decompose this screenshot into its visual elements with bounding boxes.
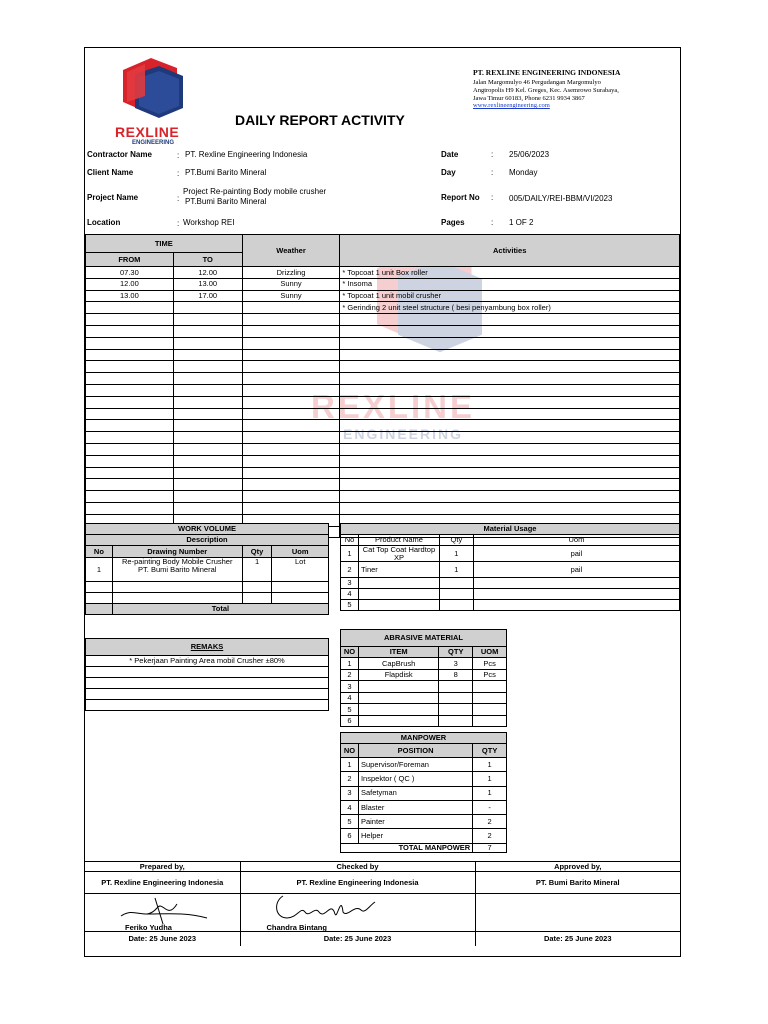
weather-cell: Sunny [242, 278, 340, 290]
mat-no-cell: 2 [341, 562, 359, 578]
table-cell [340, 408, 680, 420]
from-cell: 07.30 [86, 267, 174, 279]
mp-position-cell: Blaster [358, 800, 472, 814]
company-address-3: Jawa Timur 60183, Phone 6231 9934 3867 [473, 94, 585, 102]
activity-cell: * Insoma [340, 278, 680, 290]
table-cell [86, 432, 174, 444]
mp-qty-cell: 1 [473, 786, 507, 800]
prepared-signature-icon [115, 894, 215, 926]
project-label: Project Name [87, 193, 139, 202]
client-colon: : [177, 169, 180, 178]
table-cell [86, 325, 174, 337]
ab-qty-cell [439, 681, 473, 693]
table-cell [340, 443, 680, 455]
table-row [341, 786, 507, 800]
table-cell [272, 582, 329, 593]
table-cell [173, 443, 242, 455]
ab-item-cell [358, 715, 438, 727]
table-cell [242, 384, 340, 396]
pages-label: Pages [441, 218, 465, 227]
watermark-sub: ENGINEERING [343, 426, 464, 442]
table-cell [242, 479, 340, 491]
logo-name: REXLINE [115, 124, 180, 140]
time-header: TIME [86, 235, 243, 253]
mat-uom-cell [473, 578, 679, 589]
table-cell [86, 467, 174, 479]
mp-position-header: POSITION [358, 744, 472, 758]
table-row [341, 772, 507, 786]
wv-total-spacer [86, 604, 113, 615]
wv-drawing-header: Drawing Number [112, 546, 242, 558]
mat-qty-cell [439, 600, 473, 611]
table-cell [242, 420, 340, 432]
project-colon: : [177, 194, 180, 203]
mat-qty-cell [439, 578, 473, 589]
abrasive-title: ABRASIVE MATERIAL [341, 630, 507, 647]
prepared-name: Feriko Yudha [125, 922, 172, 932]
company-address-2: Angtropolis H9 Kel. Greges, Kec. Asemrowo Surabaya, [473, 86, 619, 94]
ab-qty-cell: 8 [439, 669, 473, 681]
mat-product-header: Product Name [358, 535, 439, 546]
table-cell [242, 455, 340, 467]
activity-table [85, 234, 680, 538]
manpower-table [340, 732, 507, 853]
table-cell [242, 325, 340, 337]
mat-uom-cell: pail [473, 562, 679, 578]
table-cell [173, 491, 242, 503]
table-row [86, 420, 680, 432]
table-cell [340, 491, 680, 503]
table-cell [242, 349, 340, 361]
table-cell [112, 582, 242, 593]
table-cell [173, 396, 242, 408]
table-cell [86, 337, 174, 349]
mp-no-cell: 5 [341, 815, 359, 829]
report-no-label: Report No [441, 193, 480, 202]
table-row [341, 758, 507, 772]
checked-name: Chandra Bintang [266, 922, 327, 932]
wv-total-label: Total [112, 604, 328, 615]
to-header: TO [173, 253, 242, 267]
ab-no-cell: 6 [341, 715, 359, 727]
table-row [341, 704, 507, 716]
company-header [473, 68, 678, 109]
ab-uom-cell: Pcs [473, 658, 507, 670]
ab-item-cell: Flapdisk [358, 669, 438, 681]
mp-no-header: NO [341, 744, 359, 758]
ab-item-header: ITEM [358, 647, 438, 658]
table-cell [242, 408, 340, 420]
table-cell [242, 467, 340, 479]
mp-no-cell: 4 [341, 800, 359, 814]
day-label: Day [441, 168, 456, 177]
ab-qty-cell [439, 715, 473, 727]
date-value: 25/06/2023 [509, 150, 550, 159]
table-row [341, 546, 680, 562]
weather-cell [242, 302, 340, 314]
location-label: Location [87, 218, 121, 227]
company-name: PT. REXLINE ENGINEERING INDONESIA [473, 68, 621, 77]
company-address-1: Jalan Margomulyo 46 Pergudangan Margomulyo [473, 79, 601, 86]
wv-uom-header: Uom [272, 546, 329, 558]
mp-qty-cell: - [473, 800, 507, 814]
contractor-colon: : [177, 151, 180, 160]
report-no-colon: : [491, 193, 494, 202]
work-volume-table [85, 523, 329, 615]
from-cell [86, 302, 174, 314]
mp-total-value: 7 [473, 843, 507, 852]
checked-company: PT. Rexline Engineering Indonesia [240, 872, 475, 894]
wv-drawing-cell [112, 558, 242, 582]
from-cell: 13.00 [86, 290, 174, 302]
checked-signature-cell [240, 894, 475, 932]
pages-value: 1 OF 2 [509, 218, 534, 227]
from-header: FROM [86, 253, 174, 267]
mat-qty-cell: 1 [439, 546, 473, 562]
client-label: Client Name [87, 168, 134, 177]
weather-cell: Sunny [242, 290, 340, 302]
table-cell [86, 314, 174, 326]
day-value: Monday [509, 168, 538, 177]
mp-position-cell: Safetyman [358, 786, 472, 800]
wv-drawing-line-1: Re-painting Body Mobile Crusher [121, 557, 233, 566]
table-cell [112, 593, 242, 604]
table-cell [86, 667, 329, 678]
table-row [86, 325, 680, 337]
table-cell [173, 349, 242, 361]
ab-no-cell: 1 [341, 658, 359, 670]
table-row [86, 302, 680, 314]
table-cell [86, 502, 174, 514]
table-row [86, 349, 680, 361]
activity-cell: * Gerinding 2 unit steel structure ( besi penyambung box roller) [340, 302, 680, 314]
approved-date: Date: 25 June 2023 [475, 932, 680, 946]
pages-colon: : [491, 218, 494, 227]
table-cell [242, 432, 340, 444]
day-colon: : [491, 168, 494, 177]
table-cell [340, 455, 680, 467]
table-cell [242, 314, 340, 326]
table-row [86, 373, 680, 385]
mat-qty-cell [439, 589, 473, 600]
ab-no-cell: 2 [341, 669, 359, 681]
table-cell [173, 467, 242, 479]
mp-qty-cell: 1 [473, 758, 507, 772]
table-cell [242, 593, 272, 604]
wv-no-cell: 1 [86, 558, 113, 582]
table-cell [340, 432, 680, 444]
table-row [86, 361, 680, 373]
table-row [86, 467, 680, 479]
table-row [86, 455, 680, 467]
client-value: PT.Bumi Barito Mineral [185, 168, 267, 177]
prepared-by-label: Prepared by, [85, 862, 240, 872]
checked-by-label: Checked by [240, 862, 475, 872]
table-cell [173, 325, 242, 337]
table-row [341, 589, 680, 600]
table-cell [242, 337, 340, 349]
table-row [341, 815, 507, 829]
prepared-date: Date: 25 June 2023 [85, 932, 240, 946]
table-cell [86, 582, 113, 593]
mat-no-cell: 5 [341, 600, 359, 611]
mat-no-cell: 1 [341, 546, 359, 562]
table-cell [173, 432, 242, 444]
table-row [341, 681, 507, 693]
project-value-1: Project Re-painting Body mobile crusher [183, 187, 327, 196]
table-row [86, 432, 680, 444]
table-row [86, 384, 680, 396]
mat-product-cell [358, 546, 439, 562]
ab-uom-cell [473, 715, 507, 727]
table-cell [242, 582, 272, 593]
abrasive-material-table [340, 629, 507, 727]
mp-qty-cell: 2 [473, 815, 507, 829]
table-cell [86, 373, 174, 385]
prepared-company: PT. Rexline Engineering Indonesia [85, 872, 240, 894]
table-cell [86, 384, 174, 396]
table-row [86, 408, 680, 420]
remarks-text: * Pekerjaan Painting Area mobil Crusher ±80% [86, 656, 329, 667]
wv-no-header: No [86, 546, 113, 558]
table-row [86, 491, 680, 503]
mp-no-cell: 2 [341, 772, 359, 786]
to-cell: 13.00 [173, 278, 242, 290]
mat-product-cell [358, 600, 439, 611]
ab-item-cell [358, 704, 438, 716]
table-row [86, 502, 680, 514]
from-cell: 12.00 [86, 278, 174, 290]
table-cell [242, 396, 340, 408]
activity-cell: * Topcoat 1 unit Box roller [340, 267, 680, 279]
mp-total-label: TOTAL MANPOWER [341, 843, 473, 852]
mp-position-cell: Helper [358, 829, 472, 843]
mat-product-cell [358, 589, 439, 600]
table-cell [340, 467, 680, 479]
mat-uom-header: Uom [473, 535, 679, 546]
table-row [86, 337, 680, 349]
table-cell [340, 373, 680, 385]
work-volume-title: WORK VOLUME [86, 524, 329, 535]
company-website[interactable]: www.rexlineengineering.com [473, 102, 550, 110]
table-cell [173, 337, 242, 349]
table-row [86, 443, 680, 455]
table-cell [340, 337, 680, 349]
to-cell [173, 302, 242, 314]
table-cell [242, 443, 340, 455]
mat-product-line: XP [393, 552, 404, 562]
table-row [86, 479, 680, 491]
table-cell [173, 455, 242, 467]
table-cell [173, 361, 242, 373]
to-cell: 17.00 [173, 290, 242, 302]
report-title: DAILY REPORT ACTIVITY [235, 112, 405, 128]
table-cell [86, 700, 329, 711]
ab-no-cell: 5 [341, 704, 359, 716]
contractor-value: PT. Rexline Engineering Indonesia [185, 150, 308, 159]
activities-header: Activities [340, 235, 680, 267]
table-cell [86, 593, 113, 604]
table-cell [340, 349, 680, 361]
logo-sub: ENGINEERING [132, 140, 175, 146]
approved-by-label: Approved by, [475, 862, 680, 872]
mat-no-header: No [341, 535, 359, 546]
table-cell [242, 373, 340, 385]
ab-qty-header: QTY [439, 647, 473, 658]
weather-header: Weather [242, 235, 340, 267]
table-row [341, 658, 507, 670]
ab-uom-cell [473, 681, 507, 693]
mat-product-cell [358, 578, 439, 589]
ab-item-cell [358, 681, 438, 693]
contractor-label: Contractor Name [87, 150, 152, 159]
mat-qty-cell: 1 [439, 562, 473, 578]
table-cell [86, 361, 174, 373]
table-row [341, 843, 507, 852]
table-cell [173, 373, 242, 385]
table-cell [173, 384, 242, 396]
table-cell [86, 689, 329, 700]
date-colon: : [491, 150, 494, 159]
wv-qty-header: Qty [242, 546, 272, 558]
table-row [341, 578, 680, 589]
table-row [341, 800, 507, 814]
mat-no-cell: 3 [341, 578, 359, 589]
material-title: Material Usage [341, 524, 680, 535]
signature-table [85, 861, 680, 946]
remarks-table [85, 638, 329, 711]
ab-uom-cell [473, 692, 507, 704]
table-cell [340, 325, 680, 337]
table-cell [86, 349, 174, 361]
table-cell [86, 491, 174, 503]
table-cell [173, 420, 242, 432]
table-cell [242, 361, 340, 373]
ab-no-cell: 3 [341, 681, 359, 693]
logo-icon [115, 56, 195, 118]
watermark-name: REXLINE [311, 388, 476, 425]
table-cell [340, 479, 680, 491]
mat-uom-cell [473, 589, 679, 600]
table-cell [173, 479, 242, 491]
table-cell [86, 678, 329, 689]
table-row [86, 267, 680, 279]
table-row [341, 829, 507, 843]
ab-no-header: NO [341, 647, 359, 658]
mp-position-cell: Painter [358, 815, 472, 829]
ab-uom-header: UOM [473, 647, 507, 658]
mp-qty-cell: 1 [473, 772, 507, 786]
prepared-signature-cell [85, 894, 240, 932]
table-cell [242, 502, 340, 514]
table-cell [86, 420, 174, 432]
table-row [86, 396, 680, 408]
mp-no-cell: 3 [341, 786, 359, 800]
table-row [341, 692, 507, 704]
mat-qty-header: Qty [439, 535, 473, 546]
mp-no-cell: 1 [341, 758, 359, 772]
table-row [86, 314, 680, 326]
project-value-2: PT.Bumi Barito Mineral [185, 197, 267, 206]
ab-item-cell: CapBrush [358, 658, 438, 670]
table-cell [86, 479, 174, 491]
approved-signature-cell [475, 894, 680, 932]
mp-qty-cell: 2 [473, 829, 507, 843]
table-cell [340, 314, 680, 326]
ab-uom-cell [473, 704, 507, 716]
table-cell [173, 314, 242, 326]
mp-qty-header: QTY [473, 744, 507, 758]
ab-qty-cell [439, 704, 473, 716]
remarks-title: REMAKS [86, 639, 329, 656]
table-cell [272, 593, 329, 604]
manpower-title: MANPOWER [341, 733, 507, 744]
table-cell [173, 502, 242, 514]
location-colon: : [177, 219, 180, 228]
mat-product-line: Cat Top Coat Hardtop [362, 545, 436, 554]
date-label: Date [441, 150, 459, 159]
mat-no-cell: 4 [341, 589, 359, 600]
table-cell [86, 408, 174, 420]
company-logo [115, 56, 195, 146]
table-row [341, 715, 507, 727]
table-cell [86, 396, 174, 408]
ab-qty-cell: 3 [439, 658, 473, 670]
ab-qty-cell [439, 692, 473, 704]
material-usage-table [340, 523, 680, 611]
table-cell [340, 361, 680, 373]
table-row [86, 290, 680, 302]
weather-cell: Drizzling [242, 267, 340, 279]
to-cell: 12.00 [173, 267, 242, 279]
table-cell [340, 420, 680, 432]
location-value: Workshop REI [183, 218, 235, 227]
table-cell [86, 443, 174, 455]
checked-date: Date: 25 June 2023 [240, 932, 475, 946]
ab-no-cell: 4 [341, 692, 359, 704]
mat-uom-cell: pail [473, 546, 679, 562]
activity-cell: * Topcoat 1 unit mobil crusher [340, 290, 680, 302]
ab-item-cell [358, 692, 438, 704]
table-cell [340, 396, 680, 408]
table-cell [340, 384, 680, 396]
mp-no-cell: 6 [341, 829, 359, 843]
wv-qty-cell: 1 [242, 558, 272, 582]
mat-uom-cell [473, 600, 679, 611]
wv-drawing-line-2: PT. Bumi Barito Mineral [138, 564, 217, 574]
table-row [341, 562, 680, 578]
table-row [86, 278, 680, 290]
mat-product-cell [358, 562, 439, 578]
table-cell [340, 502, 680, 514]
mp-position-cell: Supervisor/Foreman [358, 758, 472, 772]
table-row [341, 600, 680, 611]
mp-position-cell: Inspektor ( QC ) [358, 772, 472, 786]
ab-uom-cell: Pcs [473, 669, 507, 681]
mat-product-line: Tiner [360, 564, 378, 574]
table-cell [242, 491, 340, 503]
report-no-value: 005/DAILY/REI-BBM/VI/2023 [509, 194, 613, 203]
table-row [341, 669, 507, 681]
approved-company: PT. Bumi Barito Mineral [475, 872, 680, 894]
work-volume-description: Description [86, 535, 329, 546]
wv-uom-cell: Lot [272, 558, 329, 582]
table-cell [173, 408, 242, 420]
table-cell [86, 455, 174, 467]
